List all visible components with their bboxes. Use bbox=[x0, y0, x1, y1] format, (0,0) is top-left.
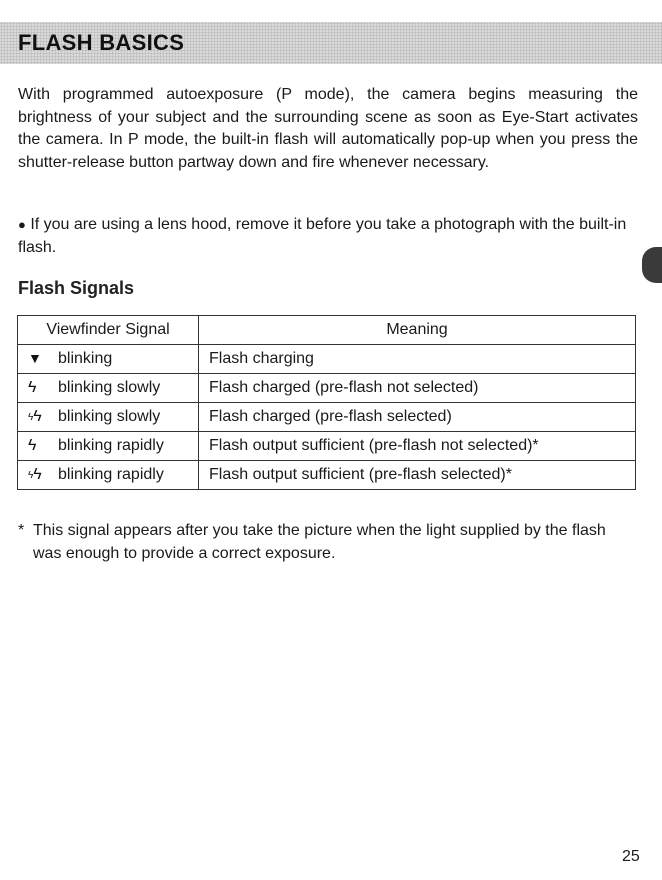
flash-bolt-icon: ϟ bbox=[28, 379, 37, 396]
section-edge-tab bbox=[642, 247, 662, 283]
table-row bbox=[18, 432, 636, 461]
page-number: 25 bbox=[622, 848, 640, 865]
footnote bbox=[18, 520, 633, 565]
signal-cell bbox=[18, 403, 199, 432]
table-row bbox=[18, 345, 636, 374]
triangle-down-icon: ▼ bbox=[28, 350, 42, 366]
signal-cell bbox=[18, 345, 199, 374]
double-flash-bolt-icon: ϟϟ bbox=[28, 408, 42, 425]
signal-text: blinking rapidly bbox=[58, 466, 164, 483]
column-header-meaning: Meaning bbox=[199, 316, 636, 345]
signal-text: blinking rapidly bbox=[58, 437, 164, 454]
table-row bbox=[18, 374, 636, 403]
bullet-icon: ● bbox=[18, 217, 26, 232]
flash-bolt-icon: ϟ bbox=[28, 437, 37, 454]
meaning-cell: Flash output sufficient (pre-flash not selected)* bbox=[199, 432, 636, 461]
signal-text: blinking slowly bbox=[58, 408, 161, 425]
title-bar bbox=[0, 22, 662, 64]
footnote-marker: * bbox=[18, 522, 25, 539]
table-row bbox=[18, 403, 636, 432]
meaning-cell: Flash charging bbox=[199, 345, 636, 374]
flash-signals-table bbox=[17, 315, 636, 490]
tip-text: If you are using a lens hood, remove it before you take a photograph with the built-in flash. bbox=[18, 216, 627, 256]
meaning-cell: Flash output sufficient (pre-flash selected)* bbox=[199, 461, 636, 490]
page-title: FLASH BASICS bbox=[18, 30, 185, 55]
signal-text: blinking bbox=[58, 350, 113, 367]
table-header-row bbox=[18, 316, 636, 345]
footnote-text: This signal appears after you take the picture when the light supplied by the flash was enough to provide a correct exposure. bbox=[33, 522, 606, 562]
meaning-cell: Flash charged (pre-flash not selected) bbox=[199, 374, 636, 403]
double-flash-bolt-icon: ϟϟ bbox=[28, 466, 42, 483]
signal-cell bbox=[18, 461, 199, 490]
signal-text: blinking slowly bbox=[58, 379, 161, 396]
column-header-signal: Viewfinder Signal bbox=[18, 316, 199, 345]
signal-cell bbox=[18, 432, 199, 461]
signal-cell bbox=[18, 374, 199, 403]
table-row bbox=[18, 461, 636, 490]
meaning-cell: Flash charged (pre-flash selected) bbox=[199, 403, 636, 432]
intro-paragraph: With programmed autoexposure (P mode), the camera begins measuring the brightness of your subject and the surrounding scene as soon as Eye-Start activates the camera. In P mode, the built-in flash will automatically pop-up when you press the shutter-release button partway down and fire whenever necessary. bbox=[18, 86, 638, 171]
tip-paragraph bbox=[18, 214, 638, 259]
section-title: Flash Signals bbox=[18, 278, 135, 298]
